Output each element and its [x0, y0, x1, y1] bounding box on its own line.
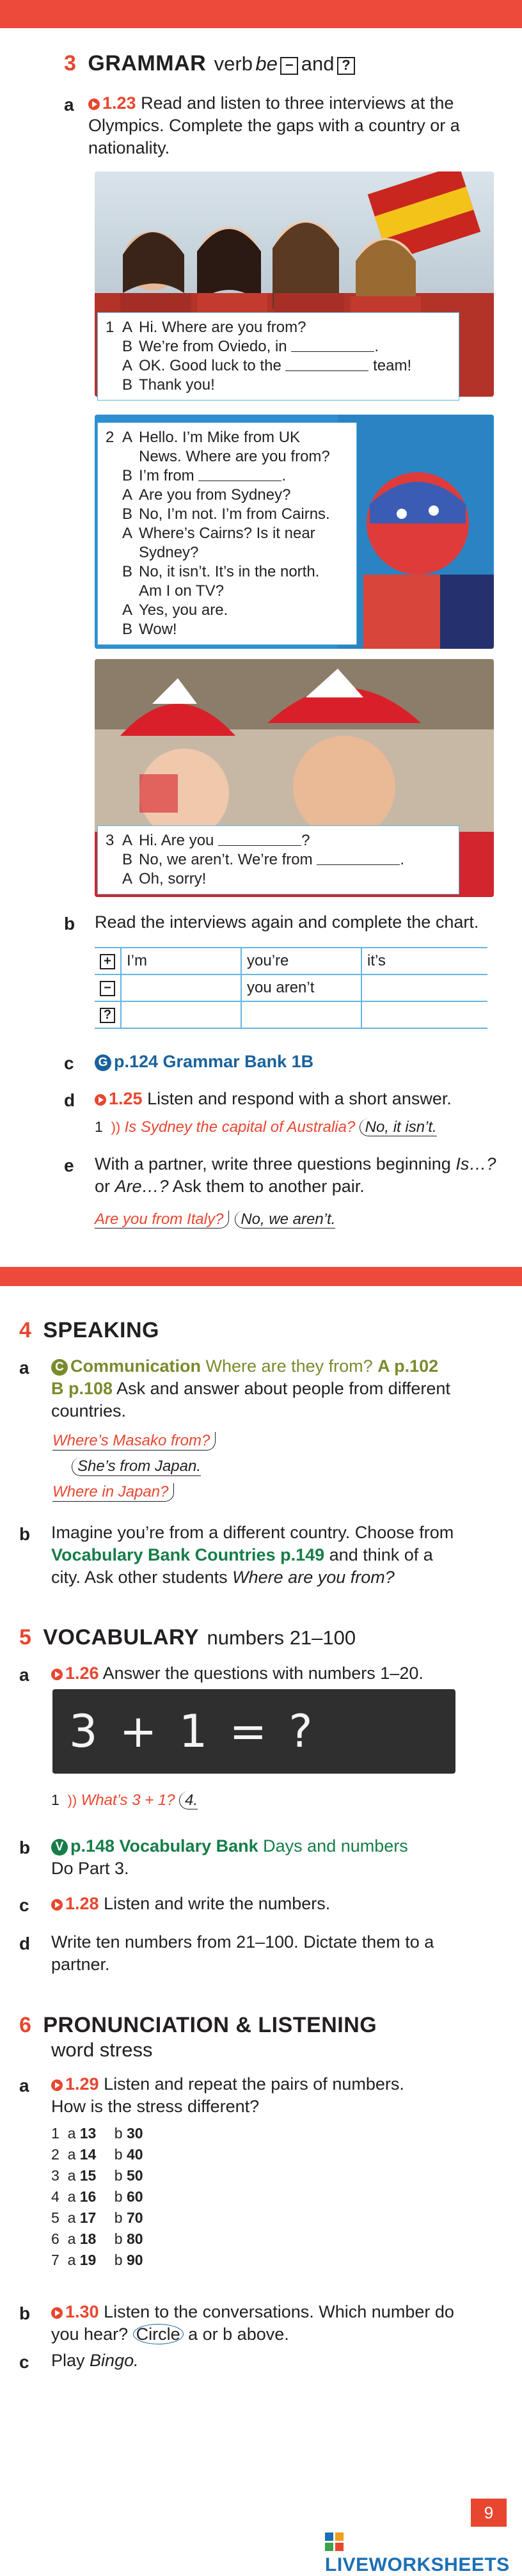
speaker-icon: )) — [111, 1119, 121, 1135]
vocab-bank-title: Days and numbers — [263, 1836, 408, 1856]
instruction-6b — [51, 2301, 461, 2346]
dialog-line — [106, 620, 349, 639]
dialog-line — [106, 376, 451, 395]
option-a-letter[interactable]: a — [67, 2230, 76, 2247]
communication-title: Where are they from? — [205, 1356, 373, 1376]
line-text: No, we aren’t. We’re from — [139, 851, 313, 868]
line-number: 3 — [106, 832, 115, 849]
pair-index: 4 — [51, 2188, 59, 2205]
speaker: A — [122, 870, 133, 887]
line-text-end: . — [374, 338, 379, 355]
example-question: Are you from Italy? — [95, 1211, 229, 1228]
line-number — [106, 356, 122, 376]
line-text: No, I’m not. I’m from Cairns. — [139, 505, 330, 523]
example-3e — [95, 1211, 335, 1228]
logo-text: LIVEWORKSHEETS — [325, 2554, 510, 2575]
ref-a[interactable]: A p.102 — [377, 1356, 439, 1376]
dialog-line — [106, 505, 349, 524]
instruction-text: and think of a city. Ask other students — [51, 1545, 433, 1587]
speaker-icon: )) — [67, 1792, 77, 1808]
option-a-number[interactable]: 15 — [79, 2167, 97, 2184]
audio-icon[interactable] — [95, 1094, 106, 1106]
line-number — [106, 850, 122, 870]
instruction-3e — [95, 1153, 504, 1198]
speaker: A — [122, 525, 133, 542]
line-text: Thank you! — [139, 376, 215, 394]
audio-track: 1.25 — [109, 1089, 143, 1108]
example-number: 1 — [95, 1118, 103, 1135]
chart-table — [95, 947, 487, 1029]
chart-cell[interactable] — [121, 974, 241, 1001]
communication-badge-icon: C — [51, 1359, 68, 1376]
section-number: 4 — [19, 1318, 31, 1342]
example-5a — [51, 1792, 198, 1809]
item-label: a — [19, 1665, 29, 1685]
dialog-2 — [97, 422, 357, 645]
number-pairs-list — [51, 2123, 143, 2271]
line-text-end: . — [281, 467, 287, 484]
liveworksheets-icon — [325, 2532, 344, 2552]
speaker: A — [122, 429, 133, 446]
instruction-4a — [51, 1355, 461, 1422]
number-pair-row — [51, 2229, 143, 2250]
option-b-letter[interactable]: b — [114, 2167, 123, 2184]
instruction-6a — [51, 2073, 435, 2118]
instruction-5b — [51, 1835, 461, 1880]
vocab-bank-link[interactable]: p.148 Vocabulary Bank — [70, 1836, 258, 1856]
grammar-bank-ref[interactable] — [95, 1051, 313, 1073]
line-number — [106, 870, 122, 889]
instruction-text: Listen and repeat the pairs of numbers. How is the stress different? — [51, 2074, 404, 2116]
speaker: B — [122, 505, 133, 523]
line-text: I’m from — [139, 467, 194, 484]
plus-box-icon: + — [100, 954, 115, 969]
option-b-letter[interactable]: b — [114, 2146, 123, 2163]
speaker: B — [122, 467, 133, 484]
section-title: GRAMMAR — [88, 51, 207, 76]
chart-cell[interactable] — [361, 1001, 487, 1028]
line-text: Hi. Are you — [139, 832, 214, 849]
answer-gap[interactable] — [285, 356, 368, 371]
instruction-text: a or b above. — [188, 2325, 289, 2344]
section-title: PRONUNCIATION & LISTENING — [43, 2013, 377, 2037]
line-text: Hi. Where are you from? — [139, 319, 306, 336]
dialog-line — [106, 870, 451, 889]
instruction-text: Listen and write the numbers. — [104, 1894, 331, 1913]
chalkboard: 3 + 1 = ? — [52, 1689, 455, 1774]
number-pair-row — [51, 2186, 143, 2207]
instruction-4b — [51, 1522, 461, 1589]
divider-color-bar — [0, 1267, 522, 1286]
pair-index: 7 — [51, 2252, 59, 2268]
section-subtitle: numbers 21–100 — [207, 1626, 356, 1649]
audio-icon[interactable] — [51, 1899, 63, 1911]
ref-b[interactable]: B p.108 — [51, 1379, 113, 1398]
speaker: A — [122, 832, 133, 849]
instruction-text: Ask them to another pair. — [172, 1177, 365, 1196]
line-number: 1 — [106, 319, 115, 336]
item-label: b — [19, 1524, 31, 1544]
chart-cell[interactable]: you aren’t — [241, 974, 361, 1001]
option-b-letter[interactable]: b — [114, 2252, 123, 2268]
number-pair-row — [51, 2165, 143, 2186]
instruction-5d: Write ten numbers from 21–100. Dictate them to a partner. — [51, 1932, 434, 1974]
instruction-text: Answer the questions with numbers 1–20. — [102, 1664, 423, 1683]
section-title: SPEAKING — [43, 1318, 159, 1342]
line-text-end: team! — [373, 357, 412, 374]
line-number — [106, 486, 122, 505]
chart-cell[interactable]: it’s — [361, 948, 487, 974]
option-a-number[interactable]: 13 — [79, 2125, 97, 2142]
communication-label[interactable]: Communication — [70, 1356, 202, 1376]
instruction-text: Imagine you’re from a different country. Choose from — [51, 1523, 454, 1542]
option-b-letter[interactable]: b — [114, 2209, 123, 2226]
dialog-3 — [97, 825, 459, 894]
item-label: d — [64, 1090, 75, 1110]
dialog-line — [106, 486, 349, 505]
line-number — [106, 337, 122, 356]
speaker: B — [122, 621, 133, 638]
audio-icon[interactable] — [51, 2307, 63, 2319]
item-label: c — [19, 2352, 29, 2372]
section-3-heading — [64, 51, 355, 76]
line-number — [106, 620, 122, 639]
number-pair-row — [51, 2123, 143, 2144]
chart-row-negative — [95, 974, 487, 1001]
vocab-badge-icon: V — [51, 1839, 68, 1856]
chart-cell[interactable] — [121, 1001, 241, 1028]
line-text-end: . — [400, 851, 404, 868]
line-text: Are you from Sydney? — [139, 486, 291, 504]
instruction-italic: Where are you from? — [232, 1568, 395, 1587]
line-text: Oh, sorry! — [139, 870, 207, 887]
option-a-letter[interactable]: a — [67, 2252, 76, 2268]
option-b-number[interactable]: 40 — [126, 2146, 143, 2163]
number-pair-row — [51, 2250, 143, 2271]
line-text: Wow! — [139, 621, 177, 638]
audio-track: 1.23 — [102, 93, 136, 113]
option-b-number[interactable]: 70 — [126, 2209, 143, 2226]
dialog-line — [106, 428, 349, 466]
instruction-3b: Read the interviews again and complete the chart. — [95, 912, 479, 932]
instruction-3a — [88, 92, 498, 159]
item-label: b — [64, 914, 75, 934]
speaker: B — [122, 563, 133, 580]
instruction-text: Listen and respond with a short answer. — [147, 1089, 452, 1108]
top-color-bar — [0, 0, 522, 28]
item-label: a — [19, 2076, 29, 2095]
section-6-heading — [19, 2013, 377, 2038]
example-answer: No, we aren’t. — [235, 1211, 335, 1228]
instruction-6c — [51, 2349, 139, 2372]
line-text-end: ? — [301, 832, 310, 849]
section-title: VOCABULARY — [43, 1625, 200, 1650]
audio-track: 1.26 — [65, 1664, 99, 1683]
speaker: B — [122, 338, 133, 355]
dialog-line — [106, 831, 451, 850]
line-text: We’re from Oviedo, in — [139, 338, 287, 355]
option-b-letter[interactable]: b — [114, 2125, 123, 2142]
minus-box-icon: − — [100, 981, 115, 996]
speaker: B — [122, 376, 133, 394]
page-number: 9 — [471, 2499, 507, 2527]
option-a-letter[interactable]: a — [67, 2146, 76, 2163]
chart-cell[interactable] — [241, 1001, 361, 1028]
section-subtitle: word stress — [51, 2039, 153, 2061]
answer-gap[interactable] — [218, 831, 301, 846]
line-text: Where’s Cairns? Is it near Sydney? — [139, 525, 315, 561]
instruction-5a — [51, 1662, 461, 1685]
dialog-line — [106, 337, 451, 356]
instruction-italic: Bingo. — [90, 2351, 139, 2370]
question-box-icon: ? — [100, 1008, 115, 1023]
option-a-number[interactable]: 16 — [79, 2188, 97, 2205]
section-subtitle-be: be — [255, 52, 278, 75]
instruction-text: With a partner, write three questions beginning — [95, 1154, 451, 1173]
dialog-line — [106, 466, 349, 486]
item-label: d — [19, 1934, 31, 1953]
audio-track: 1.29 — [65, 2074, 99, 2094]
chart-row-symbol — [95, 948, 121, 974]
option-a-letter[interactable]: a — [67, 2209, 76, 2226]
grammar-bank-link[interactable]: p.124 Grammar Bank 1B — [114, 1052, 314, 1071]
answer-gap[interactable] — [198, 466, 281, 481]
instruction-text: Ask and answer about people from different countries. — [51, 1379, 450, 1420]
item-label: c — [64, 1053, 74, 1073]
number-pair-row — [51, 2144, 143, 2165]
option-a-letter[interactable]: a — [67, 2188, 76, 2205]
option-b-number[interactable]: 50 — [126, 2167, 143, 2184]
example-question: What’s 3 + 1? — [81, 1792, 175, 1809]
question-box-icon: ? — [337, 57, 355, 75]
instruction-text: or — [95, 1177, 111, 1196]
line-text: No, it isn’t. It’s in the north. Am I on TV? — [139, 563, 320, 600]
instruction-text: Read and listen to three interviews at the Olympics. Complete the gaps with a country or a nationality. — [88, 93, 460, 157]
instruction-text: Do Part 3. — [51, 1859, 129, 1878]
example-question: Is Sydney the capital of Australia? — [124, 1118, 356, 1136]
option-a-number[interactable]: 19 — [79, 2252, 97, 2268]
dialog-1 — [97, 312, 459, 401]
pair-index: 5 — [51, 2209, 59, 2226]
example-answer: 4. — [179, 1792, 198, 1809]
instruction-5c — [51, 1893, 461, 1915]
speaker: A — [122, 486, 133, 504]
option-a-letter[interactable]: a — [67, 2125, 76, 2142]
instruction-text: Play — [51, 2351, 85, 2370]
chart-cell[interactable]: I’m — [121, 948, 241, 974]
line-text: OK. Good luck to the — [139, 357, 281, 374]
chart-row-question — [95, 1001, 487, 1028]
dialog-line — [106, 318, 451, 337]
item-label: c — [19, 1895, 29, 1915]
item-label: b — [19, 2303, 31, 2323]
example-speech-3: Where in Japan? — [52, 1483, 174, 1502]
line-number — [106, 601, 122, 620]
dialog-line — [106, 562, 349, 601]
item-label: e — [64, 1156, 74, 1175]
section-5-heading — [19, 1625, 356, 1650]
instruction-italic: Is…? — [455, 1154, 496, 1173]
line-text: Hello. I’m Mike from UK News. Where are you from? — [139, 429, 330, 465]
pair-index: 2 — [51, 2146, 59, 2163]
chart-row-positive — [95, 948, 487, 974]
option-b-number[interactable]: 90 — [126, 2252, 143, 2268]
circle-word: Circle — [133, 2324, 184, 2344]
answer-gap[interactable] — [317, 850, 400, 865]
option-b-letter[interactable]: b — [114, 2188, 123, 2205]
speaker: A — [122, 319, 133, 336]
option-b-letter[interactable]: b — [114, 2230, 123, 2247]
verb-be-chart — [95, 947, 487, 1029]
line-number — [106, 505, 122, 524]
option-b-number[interactable]: 30 — [126, 2125, 143, 2142]
chart-cell[interactable]: you’re — [241, 948, 361, 974]
option-a-number[interactable]: 17 — [79, 2209, 97, 2226]
dialog-line — [106, 601, 349, 620]
instruction-italic: Are…? — [115, 1177, 169, 1196]
number-pair-row — [51, 2207, 143, 2229]
option-a-number[interactable]: 18 — [79, 2230, 97, 2247]
example-speech-1: Where’s Masako from? — [52, 1432, 216, 1451]
line-number — [106, 524, 122, 562]
section-number: 5 — [19, 1625, 31, 1650]
chart-row-symbol — [95, 1001, 121, 1028]
chart-row-symbol — [95, 974, 121, 1001]
line-number: 2 — [106, 429, 115, 446]
line-number — [106, 466, 122, 486]
pair-index: 6 — [51, 2230, 59, 2247]
section-subtitle-and: and — [301, 52, 335, 75]
audio-icon[interactable] — [51, 2079, 63, 2091]
line-number — [106, 376, 122, 395]
option-b-number[interactable]: 80 — [126, 2230, 143, 2247]
item-label: b — [19, 1838, 31, 1857]
answer-gap[interactable] — [291, 337, 374, 352]
option-b-number[interactable]: 60 — [126, 2188, 143, 2205]
line-number — [106, 562, 122, 601]
instruction-3d — [95, 1088, 504, 1110]
option-a-letter[interactable]: a — [67, 2167, 76, 2184]
speaker: B — [122, 851, 133, 868]
audio-track: 1.28 — [65, 1894, 99, 1913]
vocab-bank-link[interactable]: Vocabulary Bank Countries p.149 — [51, 1545, 325, 1564]
speaker: A — [122, 601, 133, 619]
audio-icon[interactable] — [88, 99, 100, 110]
chart-cell[interactable] — [361, 974, 487, 1001]
item-label: a — [64, 95, 74, 115]
speaker: A — [122, 357, 133, 374]
section-subtitle-verb: verb — [214, 52, 253, 75]
dialog-line — [106, 524, 349, 562]
item-label: a — [19, 1358, 29, 1378]
section-4-heading — [19, 1318, 159, 1343]
option-a-number[interactable]: 14 — [79, 2146, 97, 2163]
audio-icon[interactable] — [51, 1669, 63, 1680]
grammar-badge-icon: G — [95, 1054, 111, 1071]
example-speech-2: She’s from Japan. — [72, 1458, 201, 1476]
line-text: Yes, you are. — [139, 601, 228, 619]
instruction-text: Listen to the conversations. Which number do you hear? — [51, 2302, 454, 2344]
pair-index: 3 — [51, 2167, 59, 2184]
audio-track: 1.30 — [65, 2302, 99, 2321]
section-number: 6 — [19, 2013, 31, 2037]
example-answer: No, it isn’t. — [360, 1118, 437, 1136]
example-number: 1 — [51, 1792, 59, 1808]
dialog-line — [106, 356, 451, 376]
minus-box-icon: − — [280, 57, 298, 75]
example-3d — [95, 1118, 437, 1136]
dialog-line — [106, 850, 451, 870]
pair-index: 1 — [51, 2125, 59, 2142]
section-number: 3 — [64, 51, 76, 76]
